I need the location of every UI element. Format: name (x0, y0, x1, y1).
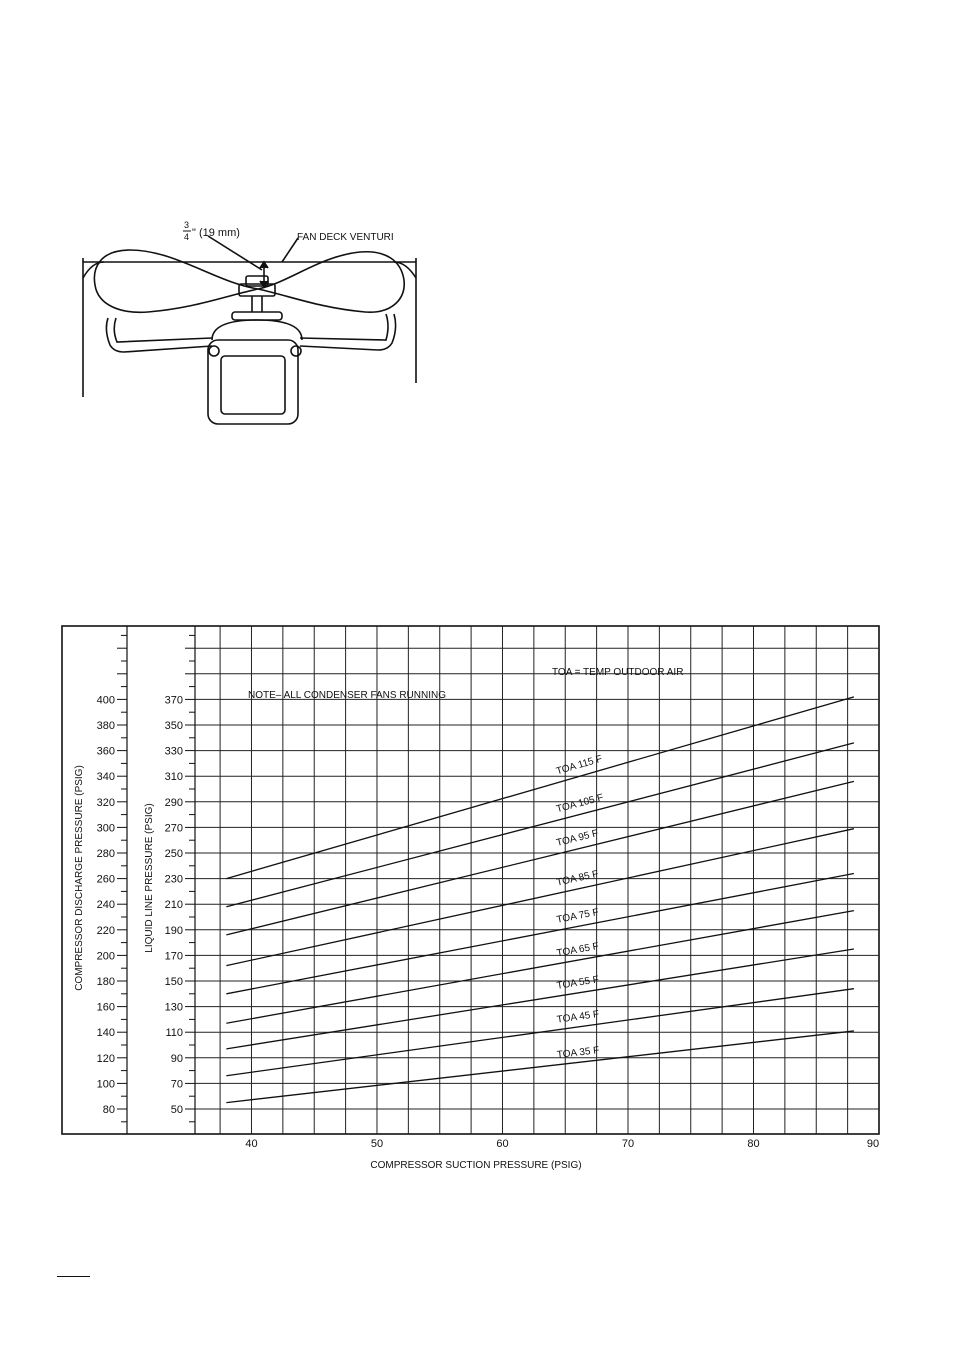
series-line (226, 781, 854, 935)
liquid-tick-label: 70 (170, 1078, 183, 1091)
x-tick-label: 70 (621, 1138, 635, 1150)
liquid-axis (165, 635, 195, 1121)
discharge-tick-label: 140 (96, 1027, 115, 1040)
note-annotation: NOTE– ALL CONDENSER FANS RUNNING (248, 690, 447, 701)
x-tick-label: 60 (496, 1138, 509, 1150)
discharge-tick-label: 220 (96, 924, 115, 937)
liquid-tick-label: 290 (164, 796, 183, 809)
liquid-tick-label: 50 (170, 1104, 183, 1116)
series-label: TOA 45 F (556, 1008, 600, 1026)
liquid-tick-label: 190 (164, 924, 183, 937)
discharge-tick-label: 380 (96, 720, 115, 732)
clearance-fraction-num: 3 (184, 220, 190, 230)
liquid-tick-label: 270 (164, 822, 183, 835)
series-label: TOA 65 F (555, 941, 600, 960)
liquid-tick-label: 130 (164, 1001, 183, 1014)
footer-rule (57, 1276, 90, 1277)
liquid-tick-label: 230 (164, 873, 183, 886)
x-tick-label: 40 (245, 1138, 258, 1150)
liquid-tick-label: 90 (170, 1052, 183, 1065)
discharge-tick-label: 300 (96, 822, 115, 835)
series-label: TOA 95 F (555, 828, 600, 849)
discharge-tick-label: 80 (102, 1104, 115, 1116)
discharge-axis (97, 635, 127, 1121)
discharge-tick-label: 200 (96, 950, 115, 963)
discharge-tick-label: 120 (96, 1052, 115, 1065)
liquid-tick-label: 210 (164, 899, 183, 912)
liquid-tick-label: 330 (164, 745, 183, 758)
discharge-tick-label: 160 (96, 1001, 115, 1014)
toa-definition-annotation: TOA = TEMP OUTDOOR AIR (552, 667, 684, 678)
series-line (226, 697, 854, 879)
discharge-tick-label: 400 (96, 694, 115, 707)
discharge-tick-label: 360 (96, 745, 115, 758)
liquid-tick-label: 110 (165, 1027, 183, 1040)
discharge-tick-label: 340 (96, 771, 115, 784)
liquid-tick-label: 170 (164, 950, 183, 963)
x-tick-label: 90 (866, 1138, 880, 1150)
series-line (226, 873, 854, 993)
series-label: TOA 85 F (555, 868, 600, 889)
series-line (226, 1031, 854, 1103)
liquid-tick-label: 150 (164, 976, 183, 988)
x-axis-label: COMPRESSOR SUCTION PRESSURE (PSIG) (370, 1160, 582, 1171)
series-label: TOA 75 F (555, 906, 600, 926)
discharge-tick-label: 180 (96, 976, 115, 988)
series-lines (226, 697, 854, 1103)
series-label: TOA 115 F (555, 753, 604, 778)
discharge-axis-label: COMPRESSOR DISCHARGE PRESSURE (PSIG) (74, 765, 85, 991)
liquid-axis-label: LIQUID LINE PRESSURE (PSIG) (144, 803, 155, 953)
clearance-fraction-den: 4 (184, 232, 190, 242)
clearance-label: " (19 mm) (192, 227, 240, 239)
liquid-tick-label: 250 (164, 848, 183, 860)
x-tick-label: 50 (370, 1138, 384, 1150)
discharge-tick-label: 280 (96, 848, 115, 860)
series-label: TOA 35 F (556, 1045, 600, 1061)
liquid-tick-label: 370 (164, 694, 183, 707)
venturi-label: FAN DECK VENTURI (297, 232, 394, 243)
discharge-tick-label: 260 (96, 873, 115, 886)
liquid-tick-label: 310 (164, 771, 183, 784)
series-line (226, 829, 854, 966)
series-line (226, 743, 854, 907)
discharge-tick-label: 320 (96, 796, 115, 809)
series-label: TOA 105 F (555, 792, 605, 816)
liquid-tick-label: 350 (164, 720, 183, 732)
x-axis (245, 1138, 879, 1150)
discharge-tick-label: 240 (96, 899, 115, 912)
discharge-tick-label: 100 (96, 1078, 115, 1091)
x-tick-label: 80 (747, 1138, 760, 1150)
series-labels (555, 754, 605, 1061)
series-label: TOA 55 F (555, 974, 600, 992)
series-line (226, 949, 854, 1049)
